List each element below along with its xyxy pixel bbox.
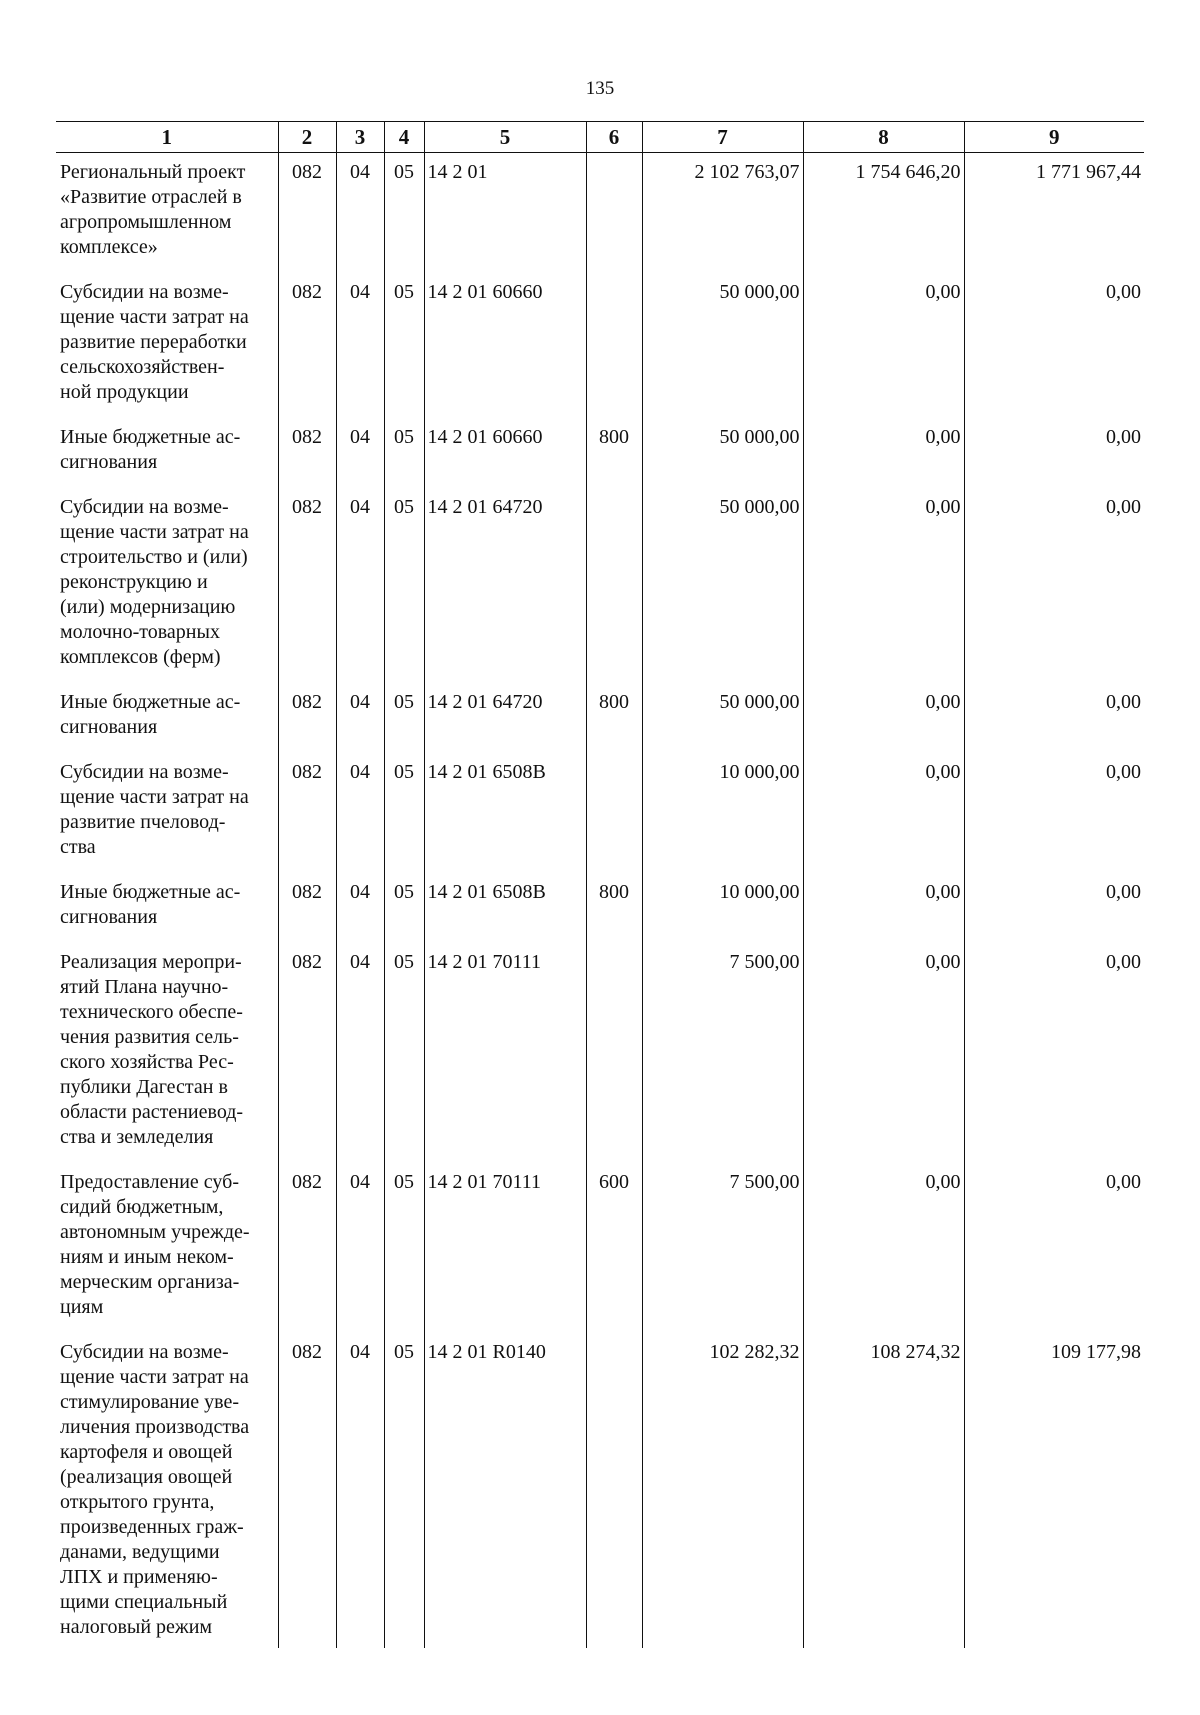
subsection-code: 05: [384, 876, 424, 946]
expense-type-code: [586, 491, 642, 686]
amount-col-8: 0,00: [803, 686, 964, 756]
amount-col-9: 0,00: [964, 946, 1144, 1166]
target-article-code: 14 2 01 64720: [424, 686, 586, 756]
amount-col-8: 108 274,32: [803, 1336, 964, 1648]
header-row: [56, 122, 1144, 153]
header-col-2: 2: [278, 122, 336, 153]
grbs-code: 082: [278, 421, 336, 491]
table-row: [56, 1336, 1144, 1648]
amount-col-7: 2 102 763,07: [642, 153, 803, 277]
section-code: 04: [336, 756, 384, 876]
table-row: [56, 946, 1144, 1166]
subsection-code: 05: [384, 153, 424, 277]
item-name: Предоставление суб- сидий бюджетным, автономным учрежде- ниям и иным неком- мерческим организа- циям: [60, 1171, 250, 1318]
expense-type-code: 600: [586, 1166, 642, 1336]
section-code: 04: [336, 491, 384, 686]
grbs-code: 082: [278, 756, 336, 876]
expense-type-code: 800: [586, 876, 642, 946]
amount-col-9: 109 177,98: [964, 1336, 1144, 1648]
amount-col-8: 0,00: [803, 876, 964, 946]
section-code: 04: [336, 421, 384, 491]
target-article-code: 14 2 01 6508В: [424, 876, 586, 946]
expense-type-code: [586, 1336, 642, 1648]
target-article-code: 14 2 01 70111: [424, 946, 586, 1166]
subsection-code: 05: [384, 1336, 424, 1648]
target-article-code: 14 2 01 60660: [424, 421, 586, 491]
section-code: 04: [336, 1166, 384, 1336]
amount-col-9: 0,00: [964, 1166, 1144, 1336]
item-name: Иные бюджетные ас- сигнования: [60, 881, 241, 928]
amount-col-7: 7 500,00: [642, 1166, 803, 1336]
grbs-code: 082: [278, 1166, 336, 1336]
table-row: [56, 1166, 1144, 1336]
grbs-code: 082: [278, 686, 336, 756]
subsection-code: 05: [384, 1166, 424, 1336]
target-article-code: 14 2 01 60660: [424, 276, 586, 421]
expense-type-code: 800: [586, 421, 642, 491]
grbs-code: 082: [278, 876, 336, 946]
budget-table: [56, 121, 1144, 1648]
table-row: [56, 421, 1144, 491]
header-col-1: 1: [56, 122, 278, 153]
amount-col-9: 0,00: [964, 756, 1144, 876]
subsection-code: 05: [384, 946, 424, 1166]
section-code: 04: [336, 686, 384, 756]
amount-col-7: 50 000,00: [642, 421, 803, 491]
table-row: [56, 491, 1144, 686]
target-article-code: 14 2 01: [424, 153, 586, 277]
expense-type-code: [586, 946, 642, 1166]
amount-col-7: 50 000,00: [642, 491, 803, 686]
amount-col-7: 7 500,00: [642, 946, 803, 1166]
amount-col-8: 0,00: [803, 421, 964, 491]
amount-col-9: 0,00: [964, 276, 1144, 421]
item-name: Региональный проект «Развитие отраслей в агропромышленном комплексе»: [60, 161, 246, 258]
section-code: 04: [336, 153, 384, 277]
header-col-6: 6: [586, 122, 642, 153]
expense-type-code: [586, 153, 642, 277]
table-header: [56, 122, 1144, 153]
grbs-code: 082: [278, 946, 336, 1166]
table-row: [56, 153, 1144, 277]
amount-col-9: 0,00: [964, 421, 1144, 491]
amount-col-8: 0,00: [803, 756, 964, 876]
amount-col-9: 0,00: [964, 876, 1144, 946]
amount-col-8: 0,00: [803, 1166, 964, 1336]
amount-col-9: 0,00: [964, 491, 1144, 686]
item-name: Иные бюджетные ас- сигнования: [60, 426, 241, 473]
amount-col-8: 0,00: [803, 946, 964, 1166]
item-name: Иные бюджетные ас- сигнования: [60, 691, 241, 738]
amount-col-9: 0,00: [964, 686, 1144, 756]
table-row: [56, 876, 1144, 946]
page-number: 135: [585, 78, 615, 99]
amount-col-9: 1 771 967,44: [964, 153, 1144, 277]
header-col-3: 3: [336, 122, 384, 153]
item-name: Субсидии на возме- щение части затрат на развитие переработки сельскохозяйствен- ной продукции: [60, 281, 249, 403]
expense-type-code: [586, 756, 642, 876]
amount-col-8: 1 754 646,20: [803, 153, 964, 277]
grbs-code: 082: [278, 1336, 336, 1648]
item-name: Субсидии на возме- щение части затрат на стимулирование уве- личения производства картофеля и овощей (реализация овощей открытого грунта, произведенных граж- данами, ведущими ЛПХ и применяю- щими специальный налоговый режим: [60, 1341, 250, 1638]
grbs-code: 082: [278, 153, 336, 277]
table-row: [56, 756, 1144, 876]
expense-type-code: 800: [586, 686, 642, 756]
table-row: [56, 276, 1144, 421]
section-code: 04: [336, 876, 384, 946]
section-code: 04: [336, 276, 384, 421]
target-article-code: 14 2 01 R0140: [424, 1336, 586, 1648]
header-col-5: 5: [424, 122, 586, 153]
header-col-4: 4: [384, 122, 424, 153]
section-code: 04: [336, 946, 384, 1166]
amount-col-8: 0,00: [803, 276, 964, 421]
item-name: Субсидии на возме- щение части затрат на развитие пчеловод- ства: [60, 761, 249, 858]
grbs-code: 082: [278, 276, 336, 421]
target-article-code: 14 2 01 70111: [424, 1166, 586, 1336]
header-col-9: 9: [964, 122, 1144, 153]
amount-col-7: 102 282,32: [642, 1336, 803, 1648]
target-article-code: 14 2 01 64720: [424, 491, 586, 686]
item-name: Субсидии на возме- щение части затрат на строительство и (или) реконструкцию и (или) модернизацию молочно-товарных комплексов (ферм): [60, 496, 249, 668]
header-col-7: 7: [642, 122, 803, 153]
header-col-8: 8: [803, 122, 964, 153]
subsection-code: 05: [384, 421, 424, 491]
amount-col-8: 0,00: [803, 491, 964, 686]
table-body: [56, 153, 1144, 1649]
amount-col-7: 10 000,00: [642, 876, 803, 946]
subsection-code: 05: [384, 686, 424, 756]
subsection-code: 05: [384, 756, 424, 876]
grbs-code: 082: [278, 491, 336, 686]
amount-col-7: 50 000,00: [642, 686, 803, 756]
target-article-code: 14 2 01 6508В: [424, 756, 586, 876]
item-name: Реализация меропри- ятий Плана научно- технического обеспе- чения развития сель- ского хозяйства Рес- публики Дагестан в области растениевод- ства и земледелия: [60, 951, 244, 1148]
expense-type-code: [586, 276, 642, 421]
table-row: [56, 686, 1144, 756]
subsection-code: 05: [384, 276, 424, 421]
section-code: 04: [336, 1336, 384, 1648]
amount-col-7: 50 000,00: [642, 276, 803, 421]
amount-col-7: 10 000,00: [642, 756, 803, 876]
subsection-code: 05: [384, 491, 424, 686]
